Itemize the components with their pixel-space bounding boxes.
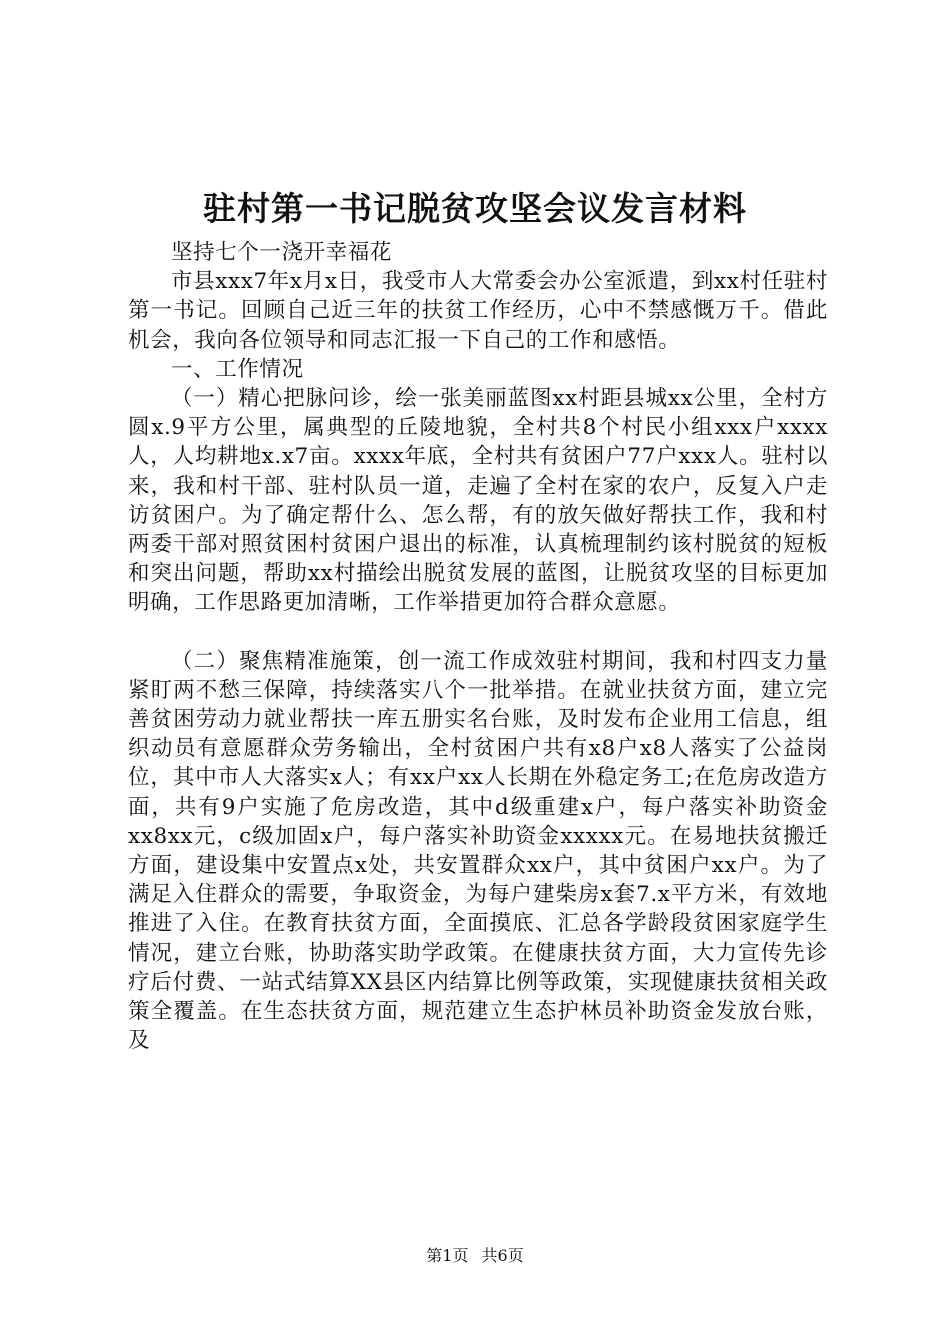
- subtitle-paragraph: 坚持七个一浇开幸福花: [171, 240, 393, 265]
- body-paragraph-1: （一）精心把脉问诊，绘一张美丽蓝图xx村距县城xx公里，全村方圆x.9平方公里，属典型的丘陵地貌，全村共8个村民小组xxx户xxxx人，人均耕地x.x7亩。xxxx年底，全村共有贫困户77户xxx人。驻村以来，我和村干部、驻村队员一道，走遍了全村在家的农户，反复入户走访贫困户。为了确定帮什么、怎么帮，有的放矢做好帮扶工作，我和村两委干部对照贫困村贫困户退出的标准，认真梳理制约该村脱贫的短板和突出问题，帮助xx村描绘出脱贫发展的蓝图，让脱贫攻坚的目标更加明确，工作思路更加清晰，工作举措更加符合群众意愿。: [128, 386, 828, 616]
- page-number: 第1页: [426, 1246, 469, 1265]
- document-body: [128, 238, 828, 1055]
- page-footer: [0, 1245, 950, 1267]
- body-paragraph-2: （二）聚焦精准施策，创一流工作成效驻村期间，我和村四支力量紧盯两不愁三保障，持续落实八个一批举措。在就业扶贫方面，建立完善贫困劳动力就业帮扶一库五册实名台账，及时发布企业用工信息，组织动员有意愿群众劳务输出，全村贫困户共有x8户x8人落实了公益岗位，其中市人大落实x人；有xx户xx人长期在外稳定务工;在危房改造方面，共有9户实施了危房改造，其中d级重建x户，每户落实补助资金xx8xx元，c级加固x户，每户落实补助资金xxxxx元。在易地扶贫搬迁方面，建设集中安置点x处，共安置群众xx户，其中贫困户xx户。为了满足入住群众的需要，争取资金，为每户建柴房x套7.x平方米，有效地推进了入住。在教育扶贫方面，全面摸底、汇总各学龄段贫困家庭学生情况，建立台账，协助落实助学政策。在健康扶贫方面，大力宣传先诊疗后付费、一站式结算XX县区内结算比例等政策，实现健康扶贫相关政策全覆盖。在生态扶贫方面，规范建立生态护林员补助资金发放台账，及: [128, 648, 828, 1054]
- document-title: 驻村第一书记脱贫攻坚会议发言材料: [203, 189, 747, 228]
- page-total: 共6页: [481, 1246, 524, 1265]
- section-heading: 一、工作情况: [171, 356, 304, 382]
- intro-paragraph: 市县xxx7年x月x日，我受市人大常委会办公室派遣，到xx村任驻村第一书记。回顾自己近三年的扶贫工作经历，心中不禁感慨万千。借此机会，我向各位领导和同志汇报一下自己的工作和感悟。: [128, 269, 828, 353]
